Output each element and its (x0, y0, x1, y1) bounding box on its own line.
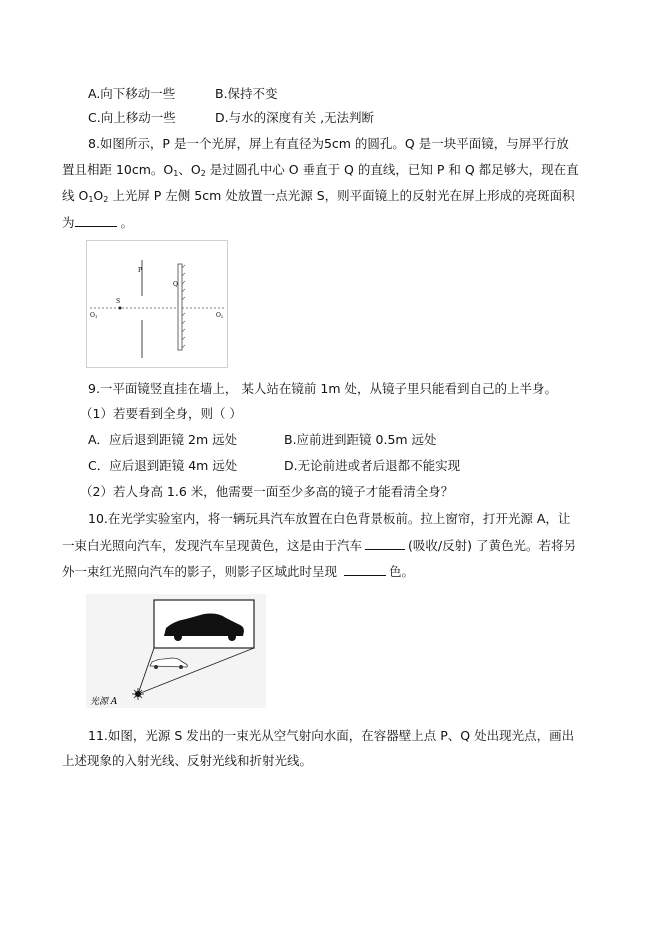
label-p: P (138, 267, 143, 274)
answer-blank (344, 563, 386, 576)
q10-line-2: 一束白光照向汽车，发现汽车呈现黄色，这是由于汽车 (吸收/反射) 了黄色光。若将另 (62, 538, 576, 553)
q10-line-1: 10.在光学实验室内，将一辆玩具汽车放置在白色背景板前。拉上窗帘，打开光源 A，让 (88, 511, 571, 526)
q7-option-b: B.保持不变 (215, 86, 278, 101)
q9-option-b: B.应前进到距镜 0.5m 远处 (284, 432, 437, 447)
label-q: Q (173, 281, 178, 288)
q10-figure (86, 594, 266, 708)
mirror-q (178, 264, 182, 350)
q9-part-1: （1）若要看到全身，则（ ） (80, 406, 242, 421)
label-o2: O2 (216, 312, 224, 319)
answer-blank (365, 537, 405, 550)
figure-frame (87, 241, 228, 368)
q8-line-1: 8.如图所示，P 是一个光屏，屏上有直径为5cm 的圆孔。Q 是一块平面镜，与屏平行放 (88, 136, 569, 151)
q8-figure (86, 240, 228, 368)
light-source-s (119, 307, 122, 310)
q9-option-d: D.无论前进或者后退都不能实现 (284, 458, 461, 473)
label-light-source-a: 光源 A (90, 697, 118, 707)
answer-blank (75, 214, 117, 227)
label-s: S (116, 298, 121, 305)
q9-option-a: A．应后退到距镜 2m 远处 (88, 432, 238, 447)
q7-option-c: C.向上移动一些 (88, 110, 176, 125)
q11-line-1: 11.如图，光源 S 发出的一束光从空气射向水面，在容器壁上点 P、Q 处出现光点，画出 (88, 728, 575, 743)
q7-option-d: D.与水的深度有关 ,无法判断 (215, 110, 375, 125)
q8-line-4: 为 。 (62, 215, 134, 230)
q10-line-3: 外一束红光照向汽车的影子，则影子区域此时呈现 色。 (62, 564, 415, 579)
q11-line-2: 上述现象的入射光线、反射光线和折射光线。 (62, 753, 313, 768)
q8-line-3: 线 $O_1O_2$ 上光屏 P 左侧 5cm 处放置一点光源 S，则平面镜上的反射光在屏上形成的亮斑面积 (62, 188, 575, 204)
q7-option-a: A.向下移动一些 (88, 86, 176, 101)
q9-stem: 9.一平面镜竖直挂在墙上， 某人站在镜前 1m 处，从镜子里只能看到自己的上半身。 (88, 381, 557, 396)
q9-part-2: （2）若人身高 1.6 米，他需要一面至少多高的镜子才能看清全身？ (80, 484, 454, 499)
q9-option-c: C．应后退到距镜 4m 远处 (88, 458, 238, 473)
label-o1: O1 (90, 312, 98, 319)
q8-line-2: 置且相距 10cm。$O_1$、$O_2$ 是过圆孔中心 O 垂直于 Q 的直线，已知 P 和 Q 都足够大，现在直 (62, 162, 579, 178)
